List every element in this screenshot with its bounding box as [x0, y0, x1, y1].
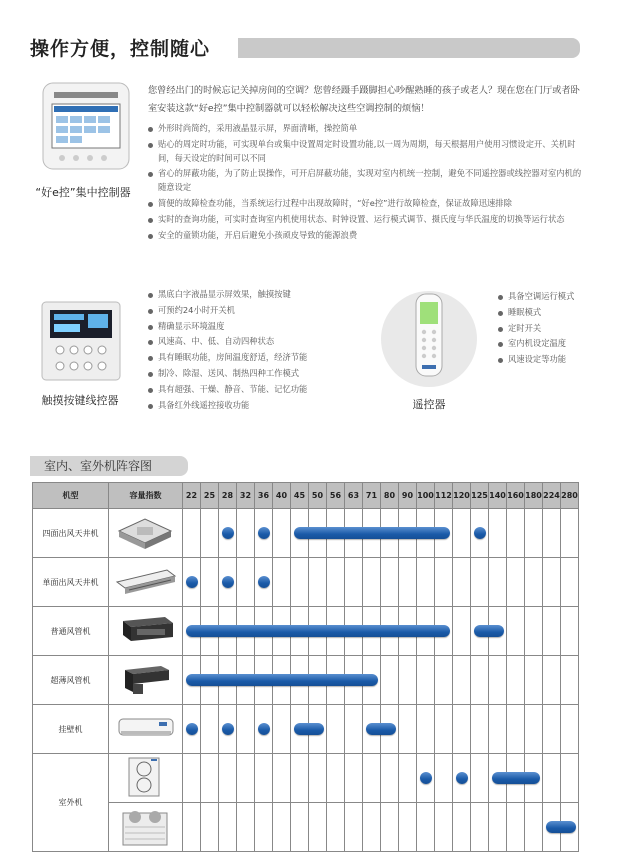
grid-cell [201, 558, 219, 607]
grid-cell [525, 803, 543, 852]
grid-cell [525, 754, 543, 803]
grid-cell [237, 607, 255, 656]
grid-cell [345, 754, 363, 803]
unit-image-cell [109, 705, 183, 754]
grid-cell [345, 705, 363, 754]
ducted-unit-icon [109, 607, 181, 651]
capacity-header-56: 56 [327, 483, 345, 509]
central-controller-label: “好e控”集中控制器 [35, 186, 131, 199]
matrix-section-title: 室内、室外机阵容图 [30, 456, 188, 476]
grid-cell [417, 656, 435, 705]
unit-image-cell [109, 509, 183, 558]
unit-image-cell [109, 656, 183, 705]
grid-cell [453, 558, 471, 607]
grid-cell [453, 754, 471, 803]
grid-cell [381, 558, 399, 607]
grid-cell [183, 509, 201, 558]
central-controller-features [148, 122, 582, 244]
wall-mounted-unit-icon [109, 705, 181, 749]
grid-cell [561, 803, 579, 852]
grid-cell [219, 705, 237, 754]
grid-cell [435, 705, 453, 754]
grid-cell [417, 509, 435, 558]
grid-cell [309, 803, 327, 852]
grid-cell [507, 803, 525, 852]
list-item: 贴心的周定时功能，可实现单台或集中设置周定时设置功能,以一周为周期，每天根据用户使用习惯设定开、关机时间，每天设定的时间可以不同 [148, 138, 582, 166]
grid-cell [309, 754, 327, 803]
grid-cell [255, 754, 273, 803]
outdoor-unit-small-icon [109, 754, 181, 798]
grid-cell [561, 754, 579, 803]
grid-cell [291, 705, 309, 754]
list-item: 风速高、中、低、自动四种状态 [148, 335, 378, 349]
grid-cell [489, 558, 507, 607]
grid-cell [237, 558, 255, 607]
list-item: 风速设定等功能 [498, 353, 608, 367]
grid-cell [345, 607, 363, 656]
grid-cell [399, 754, 417, 803]
grid-cell [291, 607, 309, 656]
col-type-header: 机型 [33, 483, 109, 509]
cassette-4way-unit-icon [109, 509, 181, 553]
capacity-header-224: 224 [543, 483, 561, 509]
grid-cell [489, 754, 507, 803]
grid-cell [201, 705, 219, 754]
capacity-header-80: 80 [381, 483, 399, 509]
slim-duct-unit-icon [109, 656, 181, 700]
grid-cell [255, 558, 273, 607]
grid-cell [507, 607, 525, 656]
grid-cell [327, 803, 345, 852]
grid-cell [381, 803, 399, 852]
grid-cell [291, 803, 309, 852]
unit-image-cell [109, 558, 183, 607]
wired-controller-label: 触摸按键线控器 [41, 394, 119, 407]
grid-cell [453, 607, 471, 656]
grid-cell [381, 509, 399, 558]
grid-cell [471, 607, 489, 656]
capacity-header-40: 40 [273, 483, 291, 509]
capacity-header-120: 120 [453, 483, 471, 509]
list-item: 具备空调运行模式 [498, 290, 608, 304]
row-type-label: 普通风管机 [33, 607, 109, 656]
grid-cell [435, 558, 453, 607]
capacity-header-45: 45 [291, 483, 309, 509]
grid-cell [399, 656, 417, 705]
intro-paragraph: 您曾经出门的时候忘记关掉房间的空调？您曾经蹑手蹑脚担心吵醒熟睡的孩子或老人？现在您在门厅或者卧室安装这款“好e控”集中控制器就可以轻松解决这些空调控制的烦恼！ [148, 85, 580, 114]
grid-cell [489, 509, 507, 558]
grid-cell [381, 754, 399, 803]
capacity-header-280: 280 [561, 483, 579, 509]
grid-cell [399, 705, 417, 754]
grid-cell [237, 705, 255, 754]
row-type-label: 超薄风管机 [33, 656, 109, 705]
capacity-header-125: 125 [471, 483, 489, 509]
capacity-header-100: 100 [417, 483, 435, 509]
grid-cell [543, 705, 561, 754]
grid-cell [543, 607, 561, 656]
grid-cell [309, 705, 327, 754]
title-underline-bar [238, 38, 580, 58]
list-item: 简便的故障检查功能，当系统运行过程中出现故障时，“好e控”进行故障检查，保证故障迅速排除 [148, 197, 582, 211]
list-item: 具有睡眠功能，房间温度舒适，经济节能 [148, 351, 378, 365]
grid-cell [273, 803, 291, 852]
remote-controller-image [378, 288, 480, 390]
grid-cell [219, 803, 237, 852]
grid-cell [363, 558, 381, 607]
grid-cell [435, 803, 453, 852]
list-item: 定时开关 [498, 322, 608, 336]
grid-cell [435, 754, 453, 803]
grid-cell [507, 656, 525, 705]
grid-cell [543, 754, 561, 803]
grid-cell [273, 607, 291, 656]
grid-cell [471, 754, 489, 803]
grid-cell [219, 558, 237, 607]
capacity-matrix-table [32, 482, 579, 852]
grid-cell [255, 509, 273, 558]
grid-cell [417, 607, 435, 656]
grid-cell [201, 656, 219, 705]
col-capacity-header: 容量指数 [109, 483, 183, 509]
capacity-header-71: 71 [363, 483, 381, 509]
grid-cell [561, 558, 579, 607]
capacity-header-22: 22 [183, 483, 201, 509]
page-title: 操作方便，控制随心 [30, 38, 211, 60]
grid-cell [183, 803, 201, 852]
capacity-header-140: 140 [489, 483, 507, 509]
grid-cell [201, 754, 219, 803]
list-item: 室内机设定温度 [498, 337, 608, 351]
grid-cell [453, 656, 471, 705]
outdoor-unit-large-icon [109, 803, 181, 847]
grid-cell [255, 705, 273, 754]
grid-cell [489, 656, 507, 705]
grid-cell [345, 509, 363, 558]
grid-cell [543, 803, 561, 852]
grid-cell [489, 705, 507, 754]
list-item: 可预约24小时开关机 [148, 304, 378, 318]
grid-cell [309, 656, 327, 705]
grid-cell [309, 607, 327, 656]
capacity-header-90: 90 [399, 483, 417, 509]
grid-cell [345, 656, 363, 705]
grid-cell [219, 754, 237, 803]
row-type-label: 室外机 [33, 754, 109, 852]
grid-cell [525, 558, 543, 607]
grid-cell [543, 509, 561, 558]
grid-cell [291, 509, 309, 558]
grid-cell [309, 509, 327, 558]
grid-cell [453, 705, 471, 754]
grid-cell [219, 656, 237, 705]
grid-cell [525, 656, 543, 705]
grid-cell [435, 656, 453, 705]
grid-cell [417, 705, 435, 754]
grid-cell [327, 558, 345, 607]
grid-cell [255, 803, 273, 852]
grid-cell [471, 656, 489, 705]
grid-cell [435, 607, 453, 656]
grid-cell [201, 803, 219, 852]
grid-cell [417, 558, 435, 607]
grid-cell [381, 705, 399, 754]
grid-cell [309, 558, 327, 607]
grid-cell [507, 754, 525, 803]
grid-cell [255, 656, 273, 705]
grid-cell [489, 607, 507, 656]
grid-cell [525, 607, 543, 656]
grid-cell [489, 803, 507, 852]
list-item: 睡眠模式 [498, 306, 608, 320]
grid-cell [417, 803, 435, 852]
grid-cell [327, 607, 345, 656]
grid-cell [543, 558, 561, 607]
grid-cell [507, 705, 525, 754]
list-item: 具备红外线遥控接收功能 [148, 399, 378, 413]
grid-cell [363, 656, 381, 705]
grid-cell [291, 558, 309, 607]
grid-cell [327, 705, 345, 754]
list-item: 制冷、除湿、送风、制热四种工作模式 [148, 367, 378, 381]
grid-cell [183, 558, 201, 607]
capacity-header-28: 28 [219, 483, 237, 509]
grid-cell [345, 803, 363, 852]
grid-cell [291, 754, 309, 803]
capacity-header-32: 32 [237, 483, 255, 509]
grid-cell [507, 558, 525, 607]
unit-image-cell [109, 803, 183, 852]
grid-cell [453, 803, 471, 852]
capacity-header-180: 180 [525, 483, 543, 509]
capacity-header-36: 36 [255, 483, 273, 509]
grid-cell [273, 705, 291, 754]
grid-cell [507, 509, 525, 558]
row-type-label: 挂壁机 [33, 705, 109, 754]
grid-cell [543, 656, 561, 705]
list-item: 安全的童锁功能，开启后避免小孩顽皮导致的能源浪费 [148, 229, 582, 243]
grid-cell [201, 607, 219, 656]
grid-cell [183, 705, 201, 754]
grid-cell [237, 656, 255, 705]
grid-cell [471, 705, 489, 754]
grid-cell [345, 558, 363, 607]
grid-cell [561, 705, 579, 754]
capacity-header-112: 112 [435, 483, 453, 509]
grid-cell [399, 558, 417, 607]
grid-cell [327, 754, 345, 803]
grid-cell [471, 803, 489, 852]
grid-cell [363, 803, 381, 852]
remote-controller-features [498, 290, 608, 369]
wired-controller-image [40, 300, 122, 382]
cassette-1way-unit-icon [109, 558, 181, 602]
grid-cell [327, 656, 345, 705]
grid-cell [183, 656, 201, 705]
grid-cell [435, 509, 453, 558]
grid-cell [237, 754, 255, 803]
row-type-label: 单面出风天井机 [33, 558, 109, 607]
grid-cell [273, 754, 291, 803]
grid-cell [525, 705, 543, 754]
grid-cell [471, 509, 489, 558]
grid-cell [363, 607, 381, 656]
list-item: 实时的查询功能，可实时查询室内机使用状态、时钟设置、运行模式调节、摄氏度与华氏温度的切换等运行状态 [148, 213, 582, 227]
unit-image-cell [109, 607, 183, 656]
grid-cell [471, 558, 489, 607]
grid-cell [399, 509, 417, 558]
grid-cell [273, 558, 291, 607]
central-controller-image [40, 80, 132, 172]
grid-cell [255, 607, 273, 656]
grid-cell [327, 509, 345, 558]
grid-cell [399, 803, 417, 852]
grid-cell [417, 754, 435, 803]
grid-cell [273, 509, 291, 558]
grid-cell [291, 656, 309, 705]
grid-cell [363, 705, 381, 754]
capacity-header-50: 50 [309, 483, 327, 509]
grid-cell [399, 607, 417, 656]
grid-cell [183, 754, 201, 803]
grid-cell [363, 509, 381, 558]
grid-cell [381, 607, 399, 656]
remote-controller-label: 遥控器 [412, 398, 446, 411]
capacity-header-63: 63 [345, 483, 363, 509]
grid-cell [525, 509, 543, 558]
grid-cell [561, 607, 579, 656]
grid-cell [237, 509, 255, 558]
grid-cell [273, 656, 291, 705]
grid-cell [363, 754, 381, 803]
grid-cell [453, 509, 471, 558]
unit-image-cell [109, 754, 183, 803]
list-item: 具有超强、干燥、静音、节能、记忆功能 [148, 383, 378, 397]
row-type-label: 四面出风天井机 [33, 509, 109, 558]
list-item: 精确显示环境温度 [148, 320, 378, 334]
grid-cell [381, 656, 399, 705]
grid-cell [201, 509, 219, 558]
grid-cell [183, 607, 201, 656]
grid-cell [237, 803, 255, 852]
grid-cell [219, 509, 237, 558]
grid-cell [561, 656, 579, 705]
list-item: 外形时尚简约，采用液晶显示屏，界面清晰，操控简单 [148, 122, 582, 136]
grid-cell [561, 509, 579, 558]
capacity-header-25: 25 [201, 483, 219, 509]
grid-cell [219, 607, 237, 656]
wired-controller-features [148, 288, 378, 414]
list-item: 黑底白字液晶显示屏效果，触摸按键 [148, 288, 378, 302]
capacity-header-160: 160 [507, 483, 525, 509]
list-item: 省心的屏蔽功能，为了防止误操作，可开启屏蔽功能，实现对室内机统一控制，避免不同遥控器或线控器对室内机的随意设定 [148, 167, 582, 195]
